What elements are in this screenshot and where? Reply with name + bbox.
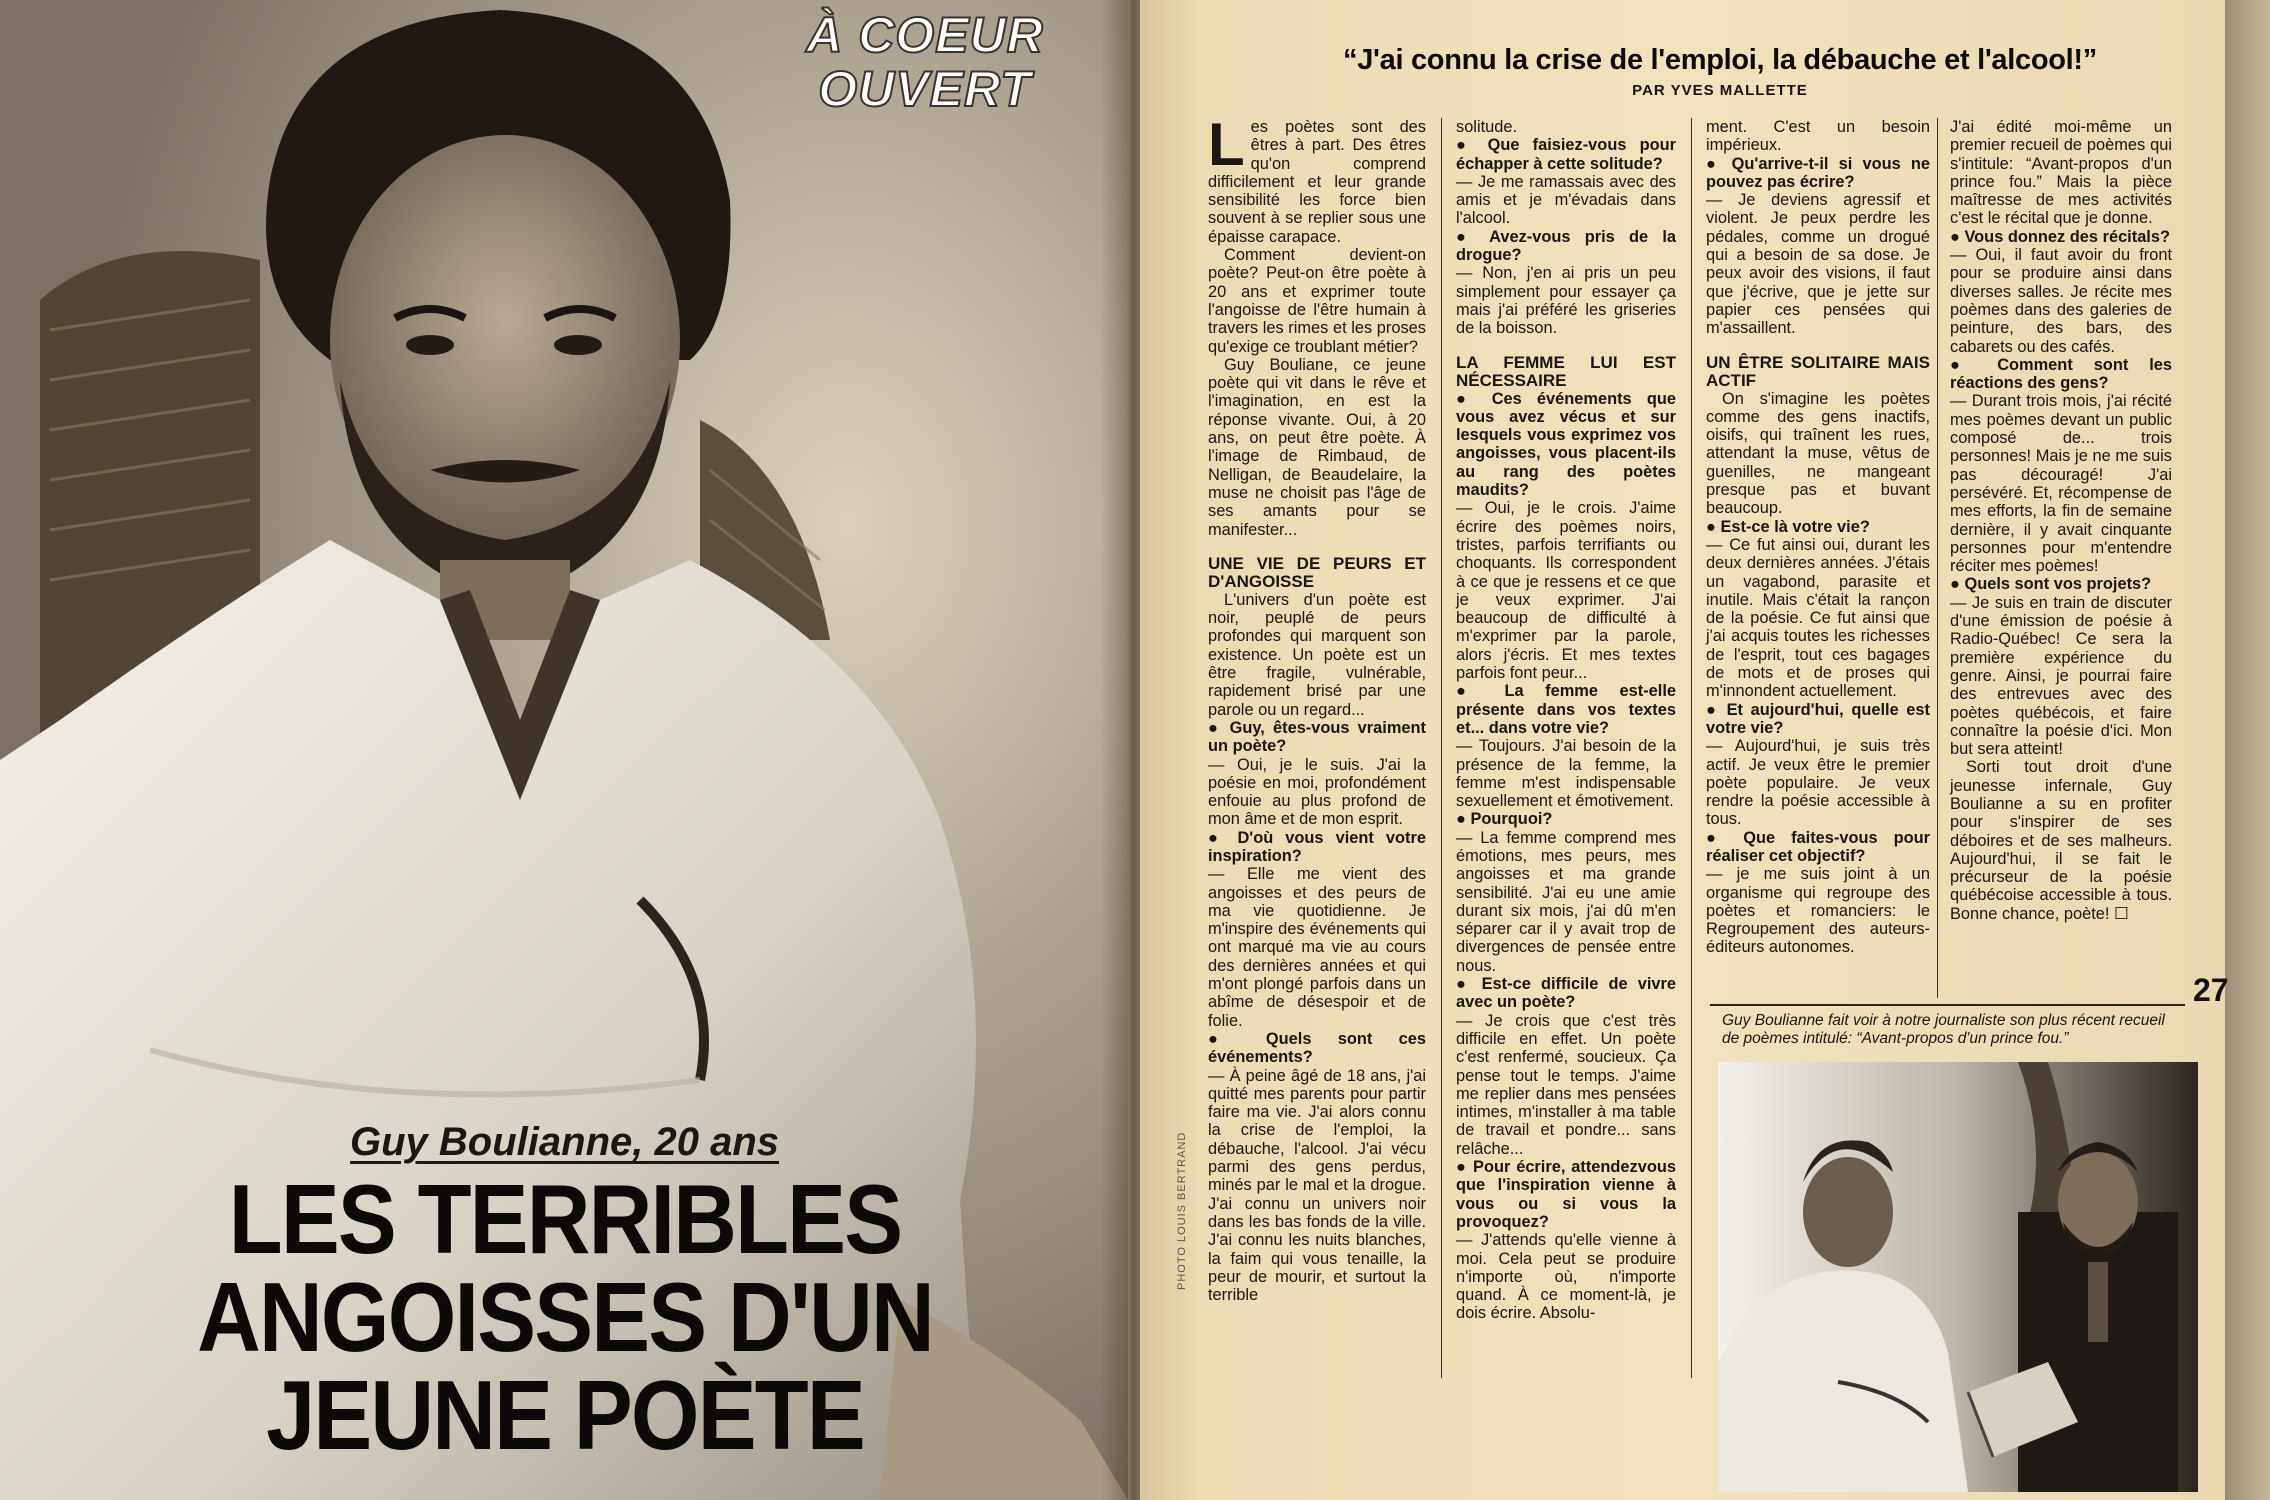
article-paragraph [1950, 594, 2172, 759]
article-paragraph [1208, 756, 1426, 829]
paragraph-text: ● Vous donnez des récitals? [1950, 227, 2170, 246]
article-paragraph [1950, 118, 2172, 228]
article-paragraph [1456, 264, 1676, 337]
article-byline: PAR YVES MALLETTE [1632, 82, 1808, 99]
article-headline: “J'ai connu la crise de l'emploi, la débauche et l'alcool!” [1343, 44, 2097, 76]
caption-rule [1710, 1004, 2185, 1006]
paragraph-text: Guy Bouliane, ce jeune poète qui vit dans le rêve et l'imagination, en est la réponse vivante. Oui, à 20 ans, on peut être poète. À l'image de Rimbaud, de Nelligan, de Beaudelaire, la muse ne choisit pas l'âge de ses amants pour se manifester... [1208, 355, 1426, 539]
paragraph-text: UNE VIE DE PEURS ET D'ANGOISSE [1208, 553, 1426, 591]
article-paragraph [1706, 737, 1930, 828]
paragraph-text: UN ÊTRE SOLITAIRE MAIS ACTIF [1706, 352, 1930, 390]
paragraph-text: — Ce fut ainsi oui, durant les deux dernières années. J'étais un vagabond, parasite et inutile. Mais c'était la rançon de la poésie. Ce fut ainsi que j'ai acquis toutes les richesses de l'esprit, tout ces bagages de mots et de proses qui m'innondent actuellement. [1706, 535, 1930, 701]
paragraph-text: ● Que faisiez-vous pour échapper à cette solitude? [1456, 136, 1676, 173]
paragraph-text: — À peine âgé de 18 ans, j'ai quitté mes parents pour partir faire ma vie. J'ai alors connu la crise de l'emploi, la débauche, l'alcool. J'ai vécu parmi des gens perdus, minés par le mal et la drogue. J'ai connu un univers noir dans les bas fonds de la ville. J'ai connu les nuits blanches, la faim qui vous tenaille, la peur de mourir, et surtout la terrible [1208, 1066, 1426, 1305]
section-subhead [1208, 555, 1426, 591]
paragraph-text: ● Est-ce là votre vie? [1706, 517, 1870, 536]
interview-question [1208, 1030, 1426, 1067]
interview-question [1456, 975, 1676, 1012]
article-paragraph [1456, 499, 1676, 682]
drop-cap: L [1208, 111, 1245, 178]
page-edge [2225, 0, 2270, 1500]
article-paragraph [1208, 356, 1426, 539]
subject-name: Guy Boulianne, 20 ans [350, 1120, 780, 1164]
interview-question [1706, 155, 1930, 192]
paragraph-text: ● Et aujourd'hui, quelle est votre vie? [1706, 700, 1930, 737]
paragraph-text: es poètes sont des êtres à part. Des êtres qu'on comprend difficilement et leur grande sensibilité les force bien souvent à se replier sous une épaisse carapace. [1208, 118, 1426, 246]
paragraph-text: — Je me ramassais avec des amis et je m'évadais dans l'alcool. [1456, 172, 1676, 228]
article-paragraph [1208, 111, 1426, 246]
paragraph-text: J'ai édité moi-même un premier recueil de poèmes qui s'intitule: “Avant-propos d'un prince fou.” Mais la pièce maîtresse de mes activités c'est le récital que je donne. [1950, 118, 2172, 228]
paragraph-text: solitude. [1456, 118, 1518, 136]
article-paragraph [1706, 865, 1930, 956]
article-paragraph [1456, 737, 1676, 810]
column-rule [1691, 118, 1692, 1378]
interview-question [1456, 390, 1676, 500]
interview-question [1456, 810, 1676, 828]
interview-question [1456, 1158, 1676, 1231]
article-paragraph [1706, 118, 1930, 155]
paragraph-text: ● Comment sont les réactions des gens? [1950, 355, 2172, 393]
interview-question [1950, 228, 2172, 246]
paragraph-text: ● D'où vous vient votre inspiration? [1208, 828, 1426, 865]
paragraph-text: LA FEMME LUI EST NÉCESSAIRE [1456, 352, 1676, 390]
paragraph-text: ● Quels sont vos projets? [1950, 575, 2152, 594]
article-paragraph [1456, 118, 1676, 136]
article-paragraph [1208, 246, 1426, 356]
left-page [0, 0, 1128, 1500]
interview-question [1706, 701, 1930, 738]
interview-question [1208, 719, 1426, 756]
paragraph-text: ● La femme est-elle présente dans vos textes et... dans votre vie? [1456, 682, 1676, 737]
text-column-1 [1208, 111, 1426, 1305]
article-paragraph [1706, 390, 1930, 518]
paragraph-text: — Aujourd'hui, je suis très actif. Je veux être le premier poète populaire. Je veux rendre la poésie accessible à tous. [1706, 737, 1930, 829]
paragraph-text: — J'attends qu'elle vienne à moi. Cela peut se produire n'importe où, n'importe quand. À ce moment-là, je dois écrire. Absolu- [1456, 1231, 1676, 1323]
paragraph-text: Comment devient-on poète? Peut-on être poète à 20 ans et exprimer toute l'angoisse de l'être humain à travers les rimes et les proses qu'exige ce troublant métier? [1208, 246, 1426, 356]
paragraph-text: — Elle me vient des angoisses et des peurs de ma vie quotidienne. Je m'inspire des événements qui ont marqué ma vie au cours des dernières années et qui m'ont plongé parfois dans un abîme de désespoir et de folie. [1208, 865, 1426, 1030]
section-subhead [1456, 354, 1676, 390]
article-paragraph [1208, 865, 1426, 1030]
interview-question [1706, 518, 1930, 536]
section-kicker: À COEUR OUVERT [806, 7, 1044, 117]
paragraph-text: — Je suis en train de discuter d'une émission de poésie à Radio-Québec! Ce sera la première expérience du genre. Ainsi, je pourrai faire des entrevues avec des poètes québécois, et faire connaître la poésie d'ici. Mon but sera atteint! [1950, 593, 2172, 759]
paragraph-text: ment. C'est un besoin impérieux. [1706, 118, 1930, 155]
text-column-3 [1706, 118, 1930, 957]
article-title: LES TERRIBLES ANGOISSES D'UN JEUNE POÈTE [197, 1164, 933, 1470]
paragraph-text: — La femme comprend mes émotions, mes peurs, mes angoisses et ma grande sensibilité. J'ai eu une amie durant six mois, j'ai dû m'en séparer car il y avait trop de divergences de pensée entre nous. [1456, 828, 1676, 975]
paragraph-text: — Oui, il faut avoir du front pour se produire ainsi dans diverses salles. Je récite mes poèmes dans des galeries de peinture, des bars, des cabarets ou des cafés. [1950, 246, 2172, 356]
paragraph-text: — Oui, je le crois. J'aime écrire des poèmes noirs, tristes, parfois terrifiants ou choquants. Ils correspondent à ce que je ressens et ce que je veux exprimer. J'ai beaucoup de difficulté à m'exprimer par la parole, alors j'écris. Et mes textes parfois font peur... [1456, 499, 1676, 683]
paragraph-text: ● Pourquoi? [1456, 810, 1553, 829]
article-paragraph [1456, 829, 1676, 975]
article-paragraph [1456, 1231, 1676, 1322]
interview-question [1208, 829, 1426, 866]
paragraph-text: — Je crois que c'est très difficile en effet. Un poète c'est renfermé, soucieux. Ça pense tout le temps. J'aime me replier dans mes pensées intimes, m'installer à ma table de travail et pondre... sans relâche... [1456, 1011, 1676, 1158]
article-paragraph [1950, 758, 2172, 923]
paragraph-text: ● Quels sont ces événements? [1208, 1029, 1426, 1067]
interview-question [1950, 575, 2172, 593]
paragraph-text: ● Pour écrire, attendezvous que l'inspiration vienne à vous ou si vous la provoquez? [1456, 1158, 1676, 1231]
text-column-4 [1950, 118, 2172, 923]
paragraph-text: — Toujours. J'ai besoin de la présence de la femme, la femme m'est indispensable sexuellement et émotivement. [1456, 737, 1676, 811]
paragraph-text: — je me suis joint à un organisme qui regroupe des poètes et romanciers: le Regroupement des auteurs-éditeurs autonomes. [1706, 865, 1930, 957]
paragraph-text: — Durant trois mois, j'ai récité mes poèmes devant un public composé de... trois personnes! Mais je ne me suis pas découragé! J'ai persévéré. Et, récompense de mes efforts, la fin de semaine dernière, il y avait cinquante personnes pour m'entendre réciter mes poèmes! [1950, 392, 2172, 576]
interview-question [1950, 356, 2172, 393]
column-rule [1937, 118, 1938, 998]
paragraph-text: ● Est-ce difficile de vivre avec un poète? [1456, 975, 1676, 1012]
article-paragraph [1950, 392, 2172, 575]
page-number: 27 [2193, 972, 2229, 1008]
article-paragraph [1208, 591, 1426, 719]
paragraph-text: Sorti tout droit d'une jeunesse infernale, Guy Boulianne a su en profiter pour s'inspirer de ses déboires et de ses malheurs. Aujourd'hui, il se fait le précurseur de la poésie québécoise accessible à tous. Bonne chance, poète! ☐ [1950, 758, 2172, 923]
paragraph-text: ● Avez-vous pris de la drogue? [1456, 227, 1676, 265]
photo-caption: Guy Boulianne fait voir à notre journaliste son plus récent recueil de poèmes intitulé: “Avant-propos d'un prince fou.” [1722, 1012, 2165, 1047]
paragraph-text: — Je deviens agressif et violent. Je peux perdre les pédales, comme un drogué qui a besoin de sa dose. Je peux avoir des visions, il faut que j'écrive, que je jette sur papier ces pensées qui m'assaillent. [1706, 191, 1930, 338]
paragraph-text: L'univers d'un poète est noir, peuplé de peurs profondes qui marquent son existence. Un poète est un être fragile, vulnérable, rapidement brisé par une parole ou un regard... [1208, 590, 1426, 719]
article-paragraph [1706, 191, 1930, 337]
interview-question [1456, 228, 1676, 265]
interview-question [1456, 682, 1676, 737]
paragraph-text: ● Ces événements que vous avez vécus et sur lesquels vous exprimez vos angoisses, vous placent-ils au rang des poètes maudits? [1456, 389, 1676, 500]
paragraph-text: ● Guy, êtes-vous vraiment un poète? [1208, 718, 1426, 756]
column-rule [1441, 118, 1442, 1378]
photo-credit: PHOTO LOUIS BERTRAND [1176, 1131, 1188, 1290]
interview-question [1706, 829, 1930, 866]
paragraph-text: — Non, j'en ai pris un peu simplement pour essayer ça mais j'ai préféré les griseries de la boisson. [1456, 264, 1676, 338]
article-paragraph [1950, 246, 2172, 356]
article-paragraph [1456, 173, 1676, 228]
article-paragraph [1208, 1067, 1426, 1305]
paragraph-text: ● Qu'arrive-t-il si vous ne pouvez pas écrire? [1706, 154, 1930, 191]
paragraph-text: On s'imagine les poètes comme des gens inactifs, oisifs, qui traînent les rues, attendant la muse, vêtus de guenilles, ne mangeant presque pas et buvant beaucoup. [1706, 389, 1930, 518]
article-paragraph [1706, 536, 1930, 701]
section-subhead [1706, 354, 1930, 390]
text-column-2 [1456, 118, 1676, 1323]
interview-photo [1718, 1062, 2198, 1492]
article-paragraph [1456, 1012, 1676, 1158]
paragraph-text: — Oui, je le suis. J'ai la poésie en moi, profondément enfouie au plus profond de mon âme et de mon esprit. [1208, 755, 1426, 829]
interview-question [1456, 136, 1676, 173]
paragraph-text: ● Que faites-vous pour réaliser cet objectif? [1706, 828, 1930, 865]
